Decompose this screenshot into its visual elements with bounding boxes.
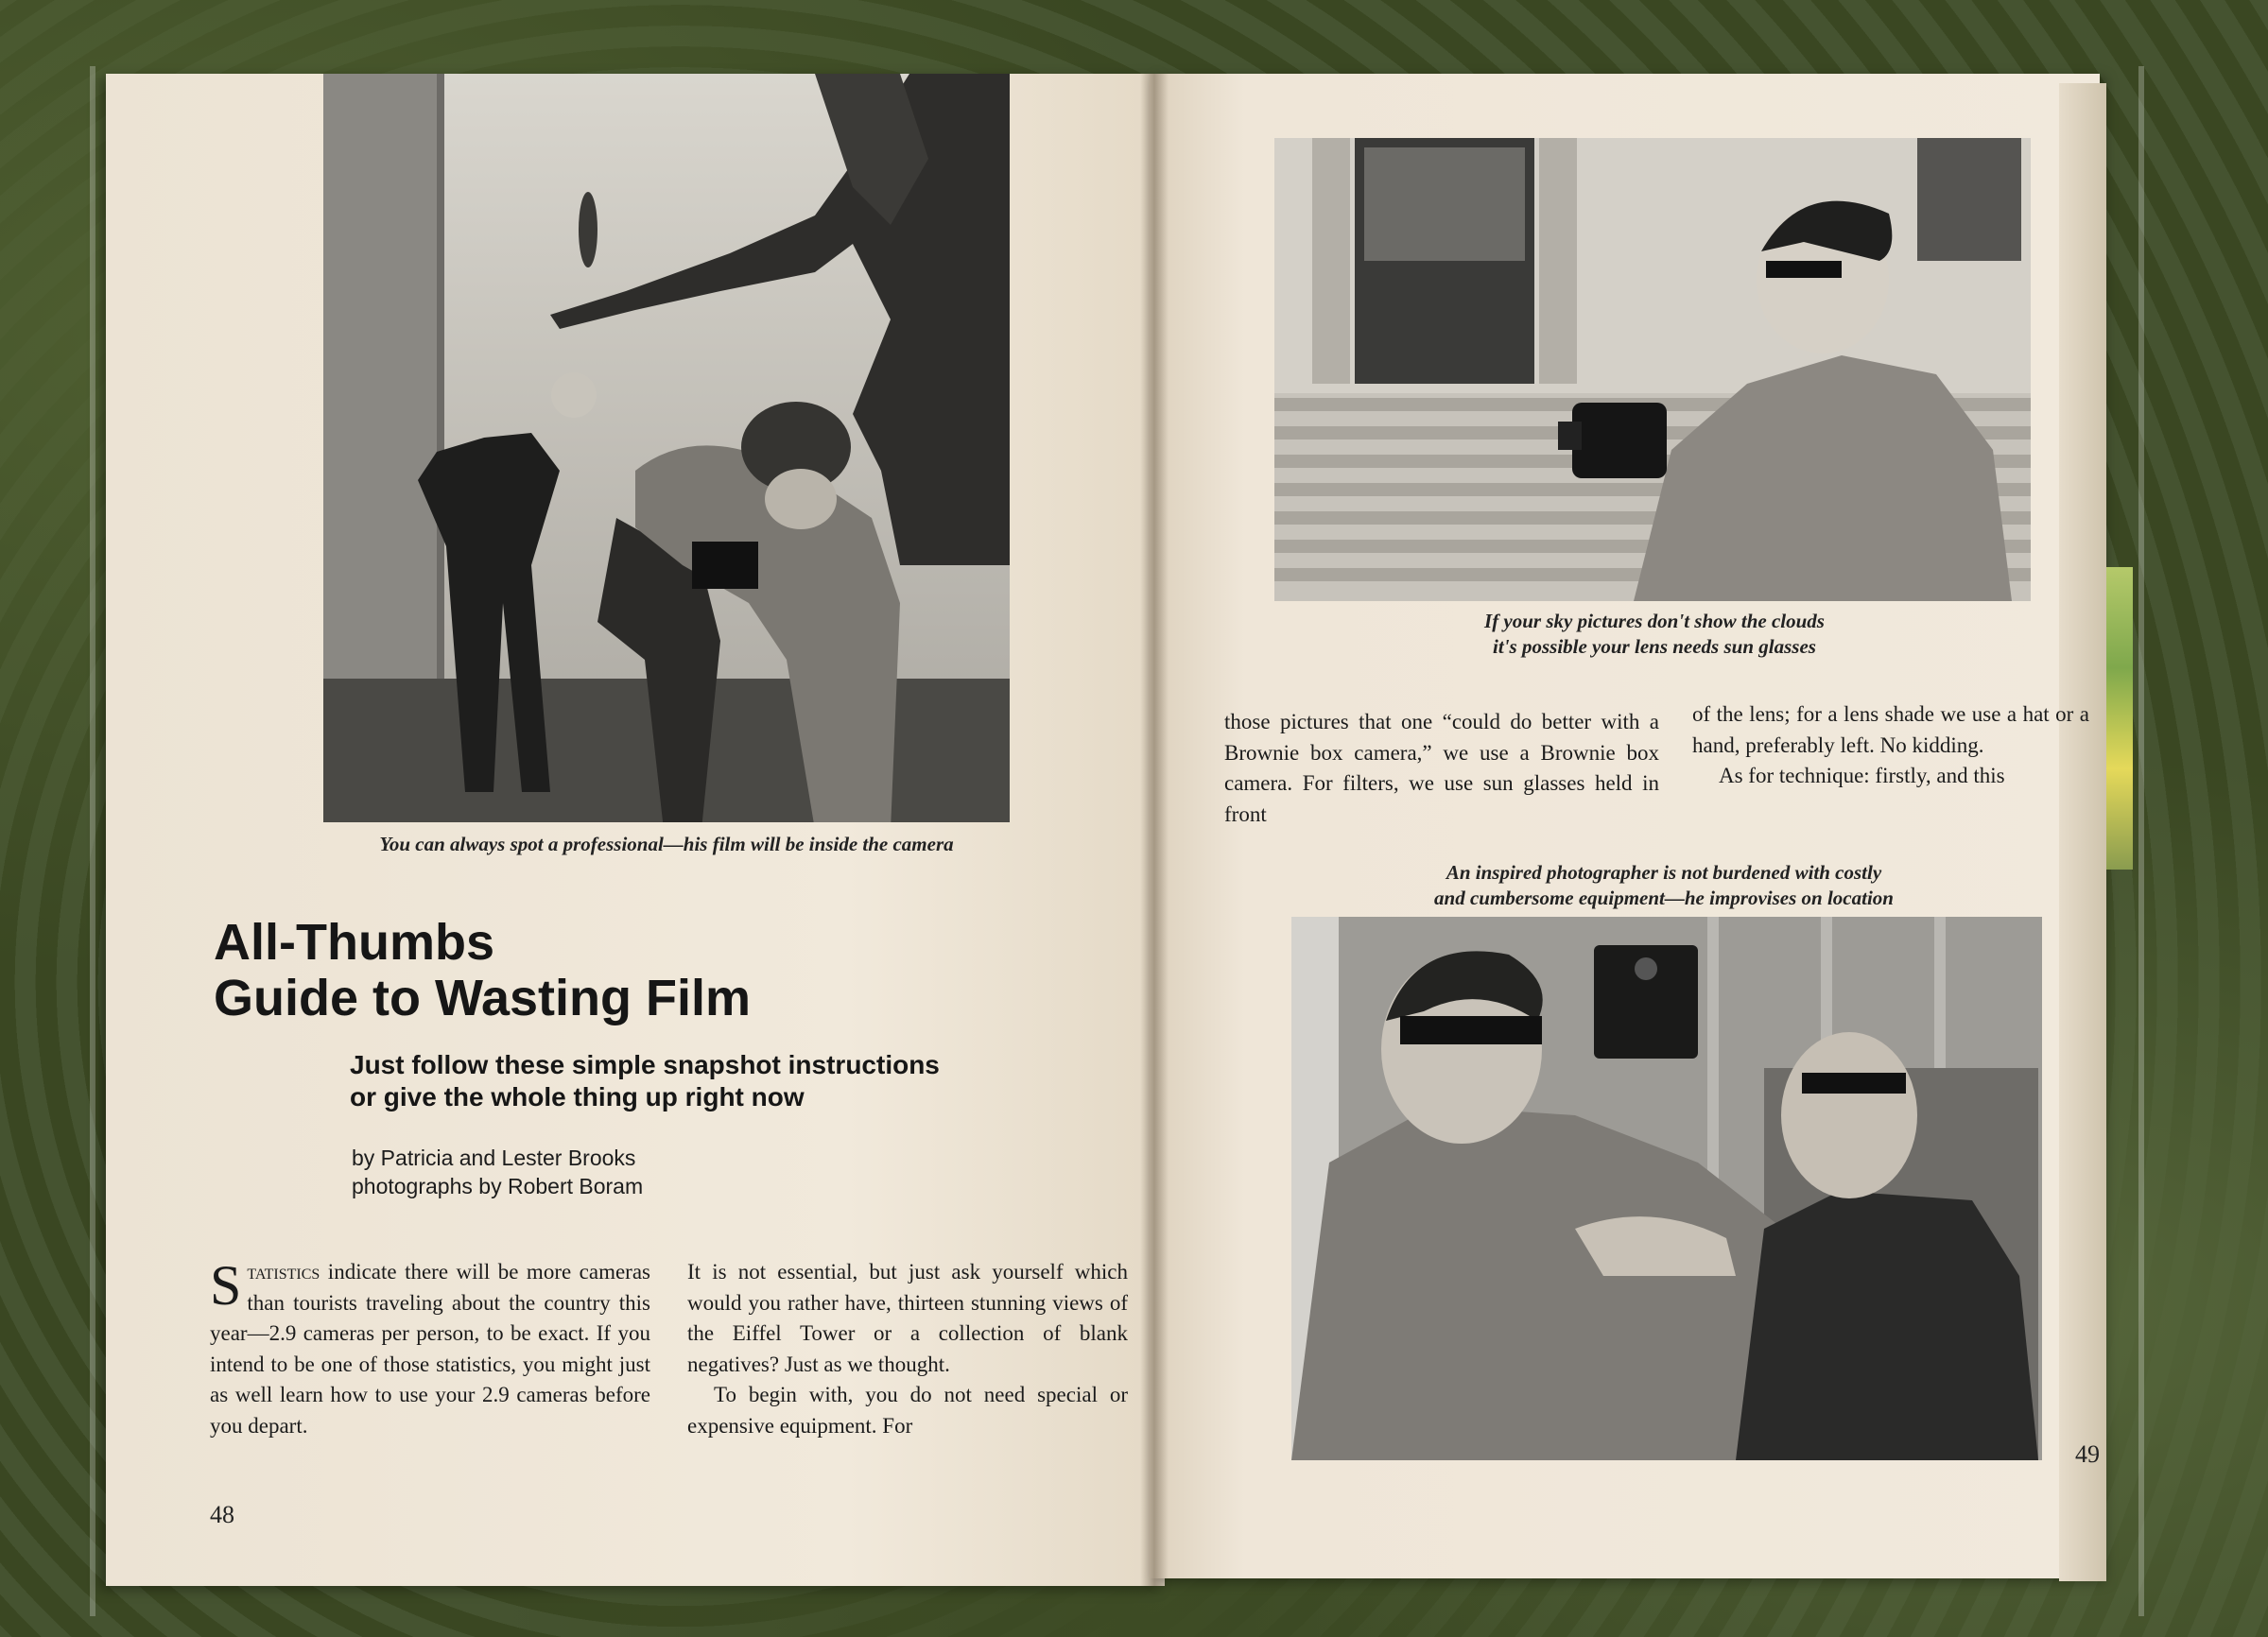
page-edges (2059, 83, 2106, 1581)
article-title-line2: Guide to Wasting Film (214, 970, 751, 1026)
article-subtitle-line1: Just follow these simple snapshot instructions (350, 1050, 940, 1079)
column2-paragraph-1: It is not essential, but just ask yourself which would you rather have, thirteen stunning views of the Eiffel Tower or a collection of blank negatives? Just as we thought. (687, 1260, 1128, 1376)
drop-cap: S (210, 1254, 242, 1317)
left-body-column-2 (687, 1257, 1128, 1441)
photo-caption-right-top-line1: If your sky pictures don't show the clouds (1484, 610, 1825, 632)
photo-caption-right-bottom-line2: and cumbersome equipment—he improvises on location (1434, 887, 1894, 909)
page-number-left: 48 (210, 1501, 234, 1528)
photo-statue-graphic (323, 74, 1010, 822)
photo-building-graphic (1274, 138, 2031, 601)
byline-photographer: photographs by Robert Boram (352, 1174, 644, 1198)
article-subtitle-line2: or give the whole thing up right now (350, 1082, 805, 1111)
glass-edge-left (90, 66, 95, 1616)
photo-caption-left: You can always spot a professional—his film will be inside the camera (379, 833, 954, 855)
right-body-column-2 (1692, 699, 2089, 792)
cover-edge (2106, 567, 2133, 870)
article-opening-paragraph (210, 1254, 650, 1441)
right-column2-paragraph-2: As for technique: firstly, and this (1719, 764, 2005, 787)
opening-smallcaps: tatistics (247, 1260, 320, 1284)
book-gutter (1140, 74, 1169, 1586)
right-column2-paragraph-1: of the lens; for a lens shade we use a hat or a hand, preferably left. No kidding. (1692, 702, 2089, 757)
glass-edge-right (2138, 66, 2144, 1616)
photo-statue-professional (323, 74, 1010, 822)
column2-paragraph-2: To begin with, you do not need special or expensive equipment. For (687, 1383, 1128, 1438)
photo-caption-right-top-line2: it's possible your lens needs sun glasses (1493, 635, 1816, 658)
byline-authors: by Patricia and Lester Brooks (352, 1146, 636, 1170)
photo-building-camera (1274, 138, 2031, 601)
photo-caption-right-bottom-line1: An inspired photographer is not burdened with costly (1446, 861, 1882, 884)
photo-camera-on-head (1291, 917, 2042, 1460)
right-column1-paragraph: those pictures that one “could do better with a Brownie box camera,” we use a Brownie box camera. For filters, we use sun glasses held in front (1224, 710, 1659, 826)
page-number-right: 49 (2075, 1440, 2100, 1468)
opening-text: indicate there will be more cameras than tourists traveling about the country this year—2.9 cameras per person, to be exact. If you intend to be one of those statistics, you might just as well learn how to use your 2.9 cameras before you depart. (210, 1260, 650, 1438)
photo-camera-on-head-graphic (1291, 917, 2042, 1460)
right-body-column-1 (1224, 707, 1659, 830)
left-body-column-1 (210, 1254, 650, 1441)
article-title-line1: All-Thumbs (214, 914, 494, 971)
